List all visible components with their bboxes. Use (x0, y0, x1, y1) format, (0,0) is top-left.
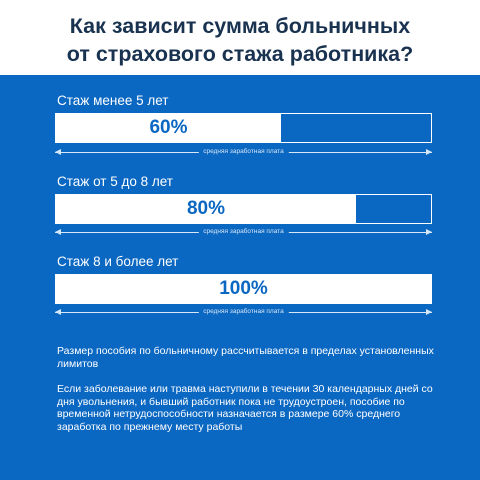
title-line-1: Как зависит сумма больничных (69, 14, 411, 38)
bar-outline-8-plus (55, 274, 432, 304)
row-label-under-5: Стаж менее 5 лет (57, 93, 169, 108)
header-panel (0, 0, 480, 75)
bar-value-8-plus: 100% (219, 278, 268, 299)
row-label-8-plus: Стаж 8 и более лет (57, 254, 179, 269)
average-salary-caption: средняя заработная плата (198, 307, 288, 317)
bar-outline-under-5 (55, 113, 432, 143)
average-salary-line-1 (55, 148, 432, 158)
title-line-2: от страхового стажа работника? (66, 42, 414, 66)
arrow-right-icon (426, 149, 432, 155)
arrow-left-icon (55, 149, 61, 155)
arrow-left-icon (55, 309, 61, 315)
note-limits: Размер пособия по больничному рассчитывается в пределах установленных лимитов (57, 345, 434, 370)
note-dismissal: Если заболевание или травма наступили в течении 30 календарных дней со дня увольнения, и бывший работник пока не трудоустроен, пособие по временной нетрудоспособности назначается в размере 60% среднего заработка по прежнему месту работы (57, 383, 433, 433)
average-salary-line-3 (55, 308, 432, 318)
bar-outline-5-to-8 (55, 194, 432, 224)
row-label-5-to-8: Стаж от 5 до 8 лет (57, 174, 173, 189)
arrow-left-icon (55, 229, 61, 235)
average-salary-caption: средняя заработная плата (198, 147, 288, 157)
arrow-right-icon (426, 309, 432, 315)
average-salary-line-2 (55, 228, 432, 238)
bar-value-under-5: 60% (149, 117, 188, 138)
arrow-right-icon (426, 229, 432, 235)
bar-value-5-to-8: 80% (186, 198, 226, 219)
average-salary-caption: средняя заработная плата (198, 227, 288, 237)
page-title (0, 12, 480, 68)
